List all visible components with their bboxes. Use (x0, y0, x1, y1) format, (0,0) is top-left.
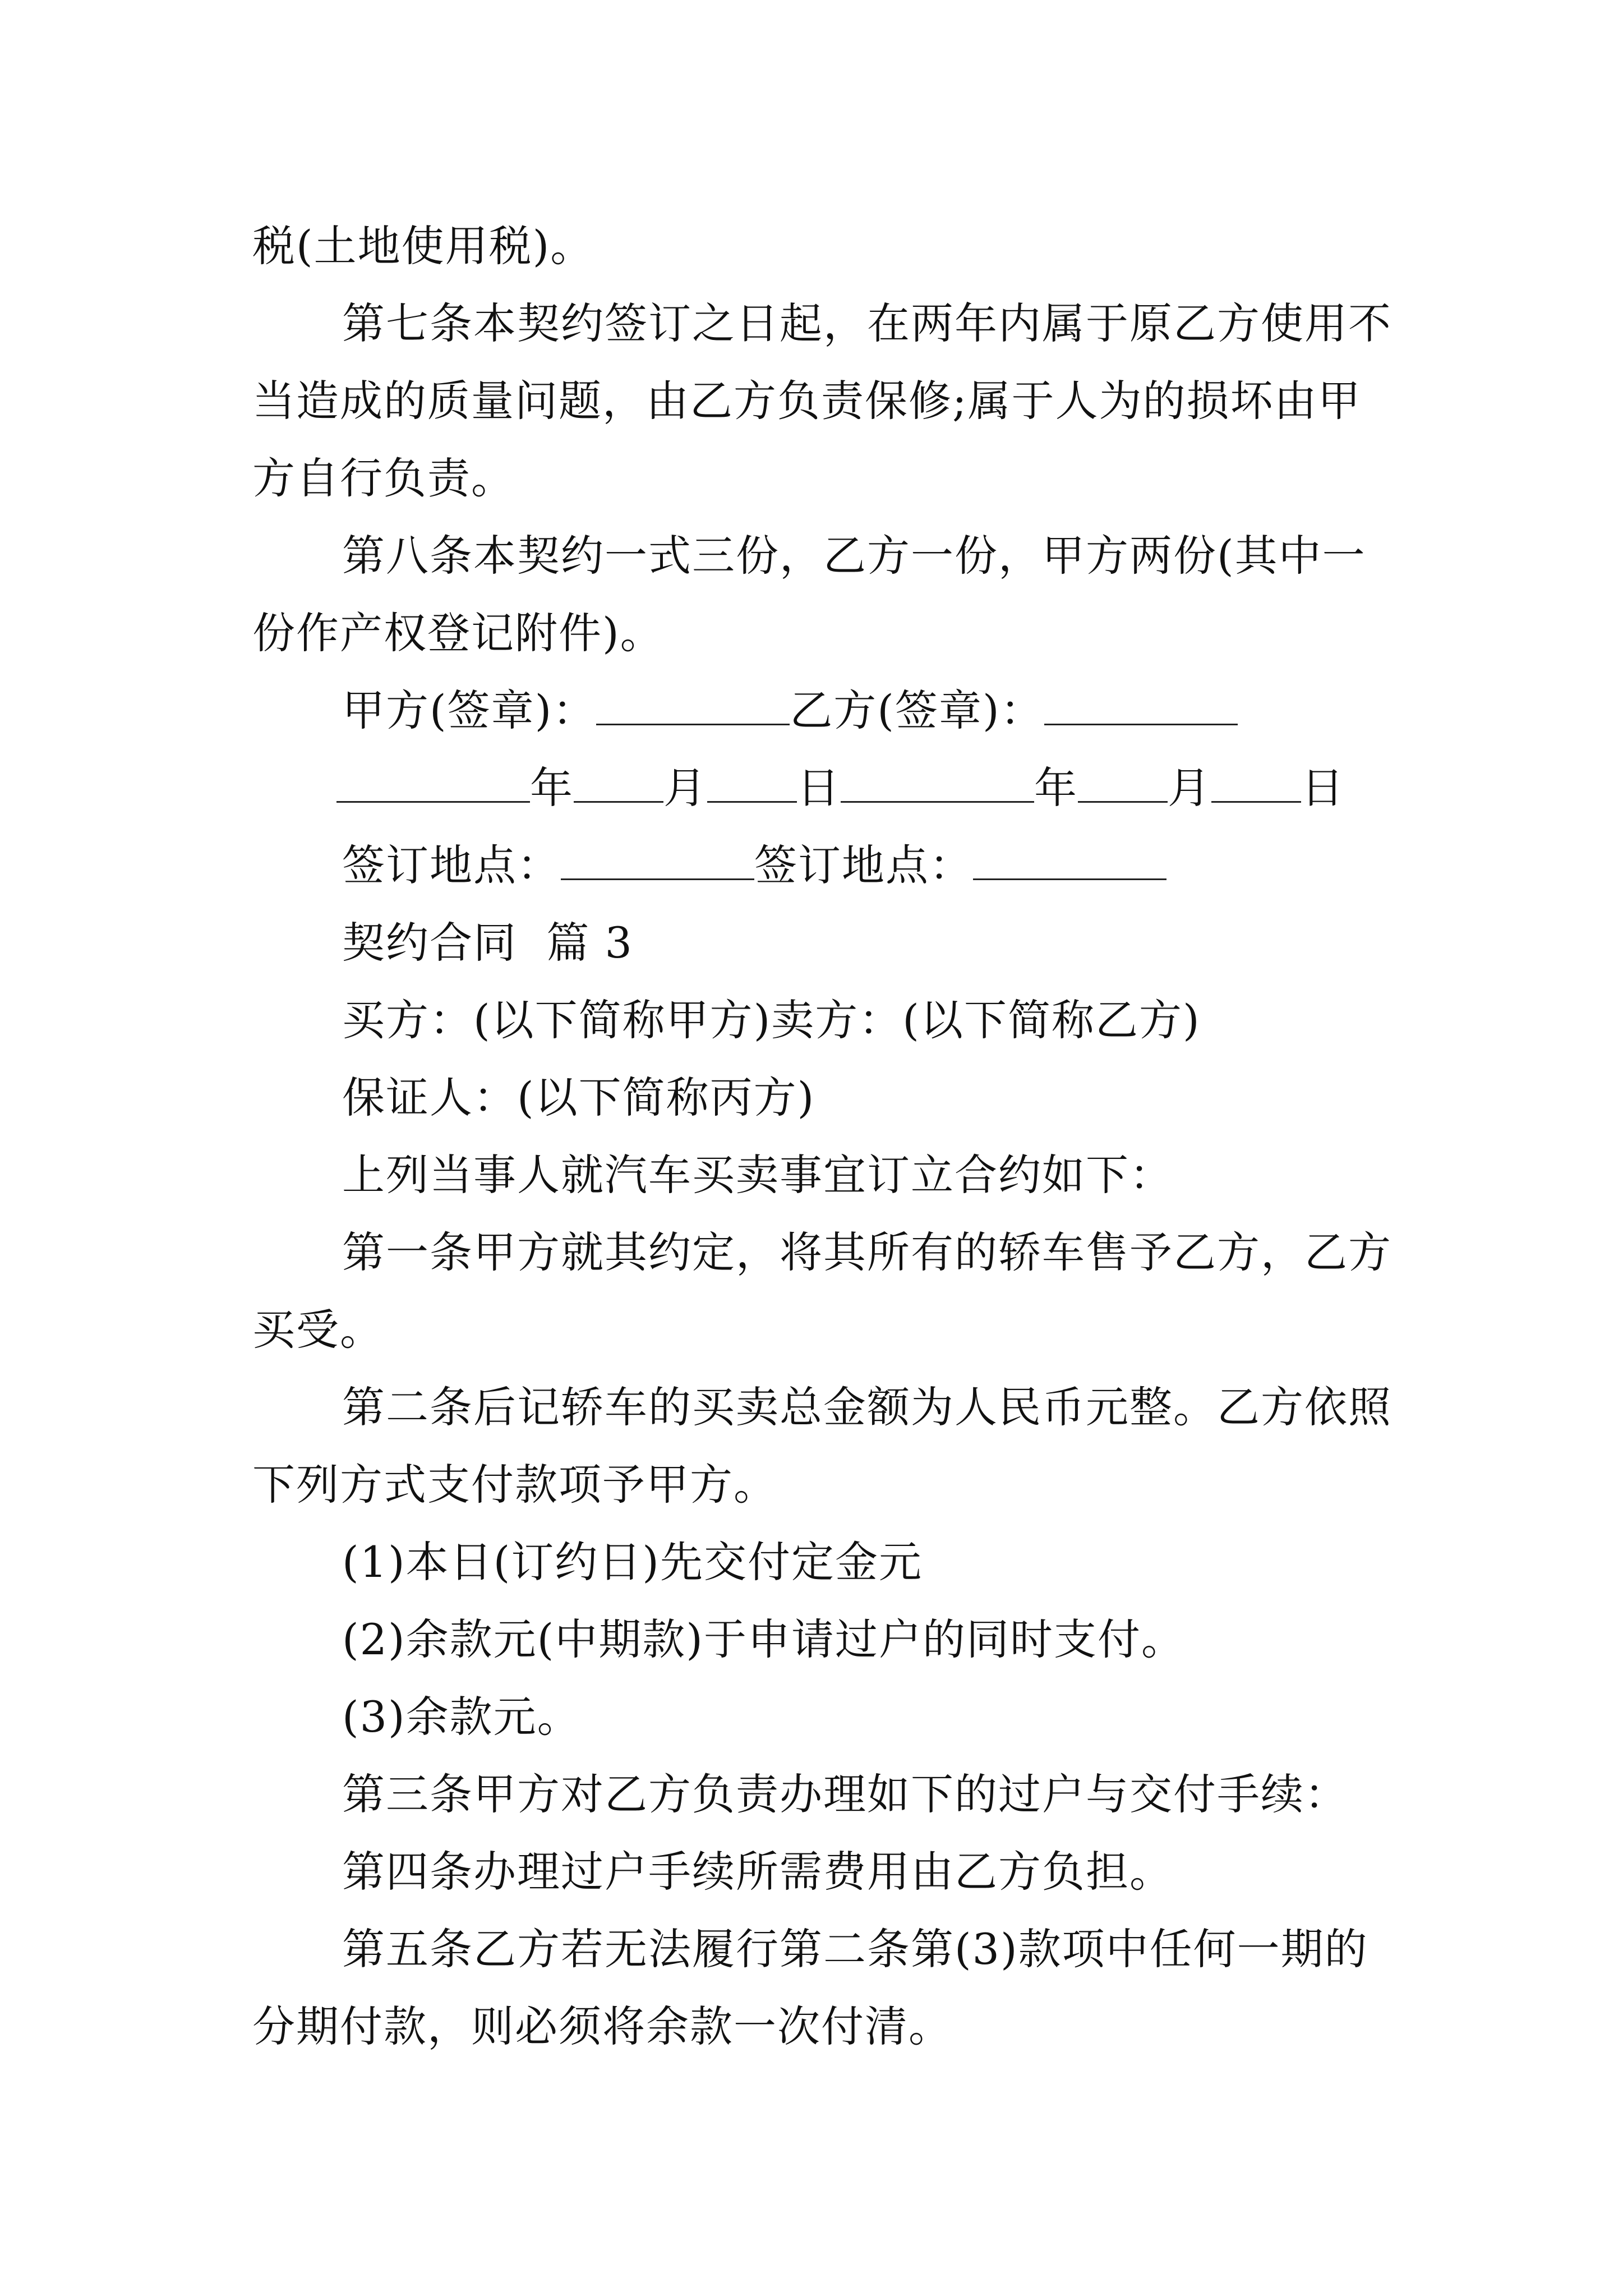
date-a-year-label: 年 (530, 763, 574, 813)
party-a-blank (596, 684, 790, 725)
date-b-month-blank (1078, 762, 1168, 803)
paragraph-land-tax: 税(土地使用税)。 (252, 221, 594, 271)
signature-line-dates (252, 749, 1396, 827)
paragraph-intro: 上列当事人就汽车买卖事宜订立合约如下： (342, 1150, 1173, 1200)
party-b-label: 乙方(签章)： (790, 685, 1044, 735)
paragraph-item-1: (1)本日(订约日)先交付定金元 (342, 1537, 923, 1587)
date-b-month-label: 月 (1168, 763, 1211, 813)
paragraph-buyer-seller: 买方：(以下简称甲方)卖方：(以下简称乙方) (342, 995, 1201, 1045)
section-title: 契约合同 篇 3 (342, 918, 633, 968)
paragraph-guarantor: 保证人：(以下简称丙方) (342, 1073, 815, 1122)
date-b-year-blank (841, 762, 1034, 803)
party-a-label: 甲方(签章)： (342, 685, 597, 735)
paragraph-article-1: 第一条甲方就其约定，将其所有的轿车售予乙方，乙方买受。 (252, 1227, 1392, 1355)
date-a-day-label: 日 (797, 763, 841, 813)
date-a-year-blank (336, 762, 530, 803)
party-b-blank (1044, 684, 1238, 725)
date-b-year-label: 年 (1034, 763, 1078, 813)
date-b-day-label: 日 (1301, 763, 1345, 813)
place-a-label: 签订地点： (342, 840, 561, 890)
paragraph-article-2: 第二条后记轿车的买卖总金额为人民币元整。乙方依照下列方式支付款项予甲方。 (252, 1382, 1392, 1510)
date-a-month-blank (574, 762, 663, 803)
place-a-blank (561, 839, 754, 880)
paragraph-article-3: 第三条甲方对乙方负责办理如下的过户与交付手续： (342, 1769, 1348, 1819)
signature-line-parties (252, 672, 1396, 749)
date-a-day-blank (707, 762, 797, 803)
paragraph-item-2: (2)余款元(中期款)于申请过户的同时支付。 (342, 1614, 1185, 1664)
paragraph-item-3: (3)余款元。 (342, 1692, 581, 1742)
paragraph-article-5: 第五条乙方若无法履行第二条第(3)款项中任何一期的分期付款，则必须将余款一次付清。 (252, 1924, 1368, 2051)
paragraph-article-8: 第八条本契约一式三份，乙方一份，甲方两份(其中一份作产权登记附件)。 (252, 531, 1366, 658)
signature-line-places (252, 827, 1396, 904)
paragraph-article-7: 第七条本契约签订之日起，在两年内属于原乙方使用不当造成的质量问题，由乙方负责保修;属于人为的损坏由甲方自行负责。 (252, 298, 1392, 503)
place-b-blank (973, 839, 1166, 880)
paragraph-article-4: 第四条办理过户手续所需费用由乙方负担。 (342, 1847, 1173, 1897)
date-a-month-label: 月 (663, 763, 707, 813)
date-b-day-blank (1211, 762, 1301, 803)
document-body (252, 208, 1396, 2065)
place-b-label: 签订地点： (754, 840, 973, 890)
